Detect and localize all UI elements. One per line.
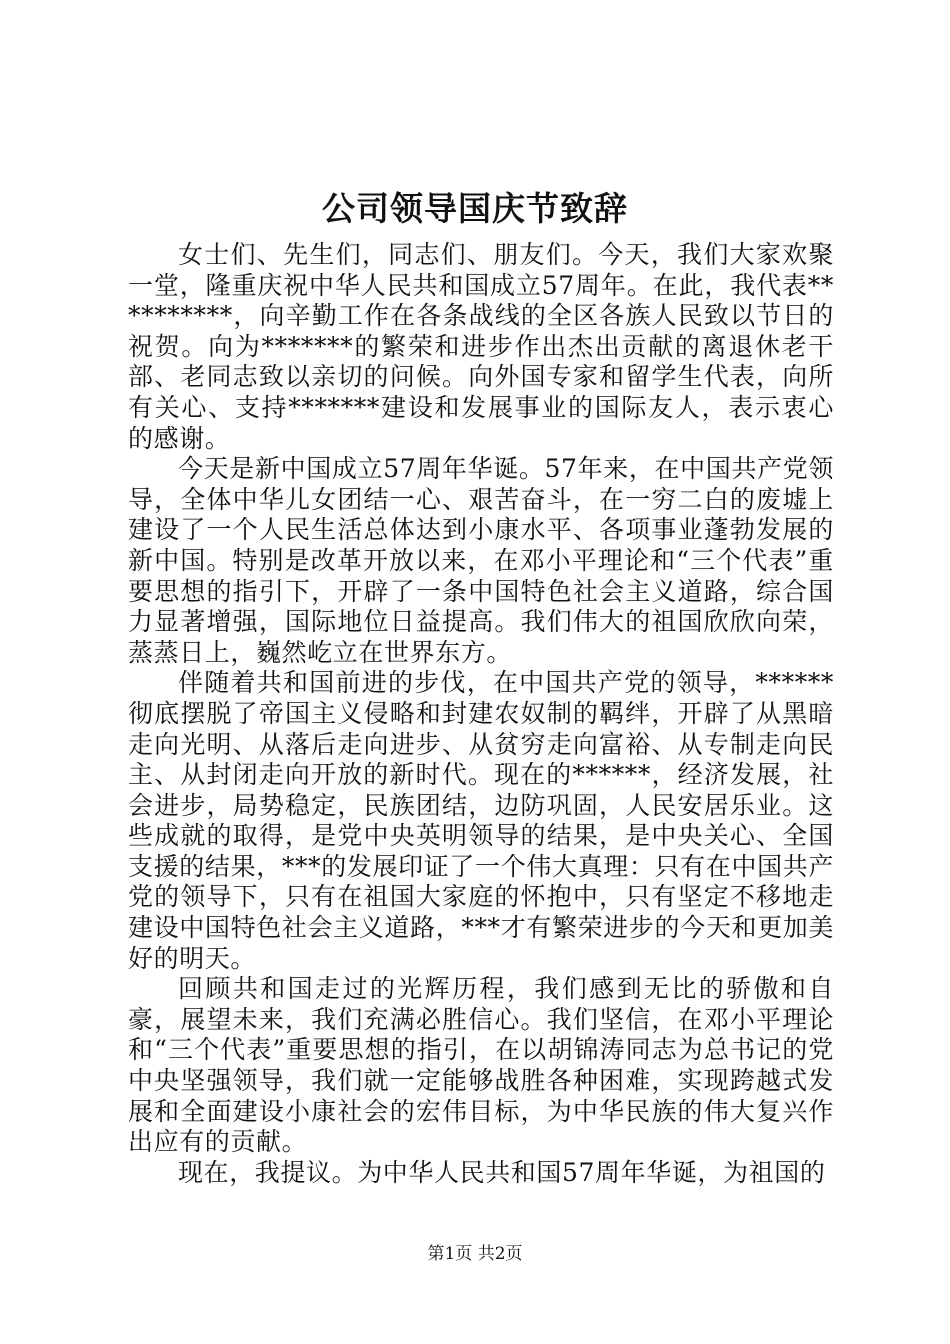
paragraph-toast: 现在，我提议。为中华人民共和国57周年华诞，为祖国的 <box>178 1157 826 1187</box>
paragraph-outlook: 回顾共和国走过的光辉历程，我们感到无比的骄傲和自豪，展望未来，我们充满必胜信心。我们坚信，在邓小平理论和“三个代表”重要思想的指引，在以胡锦涛同志为总书记的党中央坚强领导，我们就一定能够战胜各种困难，实现跨越式发展和全面建设小康社会的宏伟目标，为中华民族的伟大复兴作出应有的贡献。 <box>128 974 834 1157</box>
paragraph-greeting: 女士们、先生们，同志们、朋友们。今天，我们大家欢聚一堂，隆重庆祝中华人民共和国成立57周年。在此，我代表**********，向辛勤工作在各条战线的全区各族人民致以节日的祝贺。向为*******的繁荣和进步作出杰出贡献的离退休老干部、老同志致以亲切的问候。向外国专家和留学生代表，向所有关心、支持*******建设和发展事业的国际友人，表示衷心的感谢。 <box>128 240 834 453</box>
paragraph-anniversary: 今天是新中国成立57周年华诞。57年来，在中国共产党领导，全体中华儿女团结一心、艰苦奋斗，在一穷二白的废墟上建设了一个人民生活总体达到小康水平、各项事业蓬勃发展的新中国。特别是改革开放以来，在邓小平理论和“三个代表”重要思想的指引下，开辟了一条中国特色社会主义道路，综合国力显著增强，国际地位日益提高。我们伟大的祖国欣欣向荣，蒸蒸日上，巍然屹立在世界东方。 <box>128 454 834 667</box>
document-body <box>128 240 834 1188</box>
document-title: 公司领导国庆节致辞 <box>322 189 628 228</box>
page-number-footer: 第1页 共2页 <box>427 1244 523 1264</box>
paragraph-progress: 伴随着共和国前进的步伐，在中国共产党的领导，******彻底摆脱了帝国主义侵略和封建农奴制的羁绊，开辟了从黑暗走向光明、从落后走向进步、从贫穷走向富裕、从专制走向民主、从封闭走向开放的新时代。现在的******，经济发展，社会进步，局势稳定，民族团结，边防巩固，人民安居乐业。这些成就的取得，是党中央英明领导的结果，是中央关心、全国支援的结果，***的发展印证了一个伟大真理：只有在中国共产党的领导下，只有在祖国大家庭的怀抱中，只有坚定不移地走建设中国特色社会主义道路，***才有繁荣进步的今天和更加美好的明天。 <box>128 668 834 973</box>
